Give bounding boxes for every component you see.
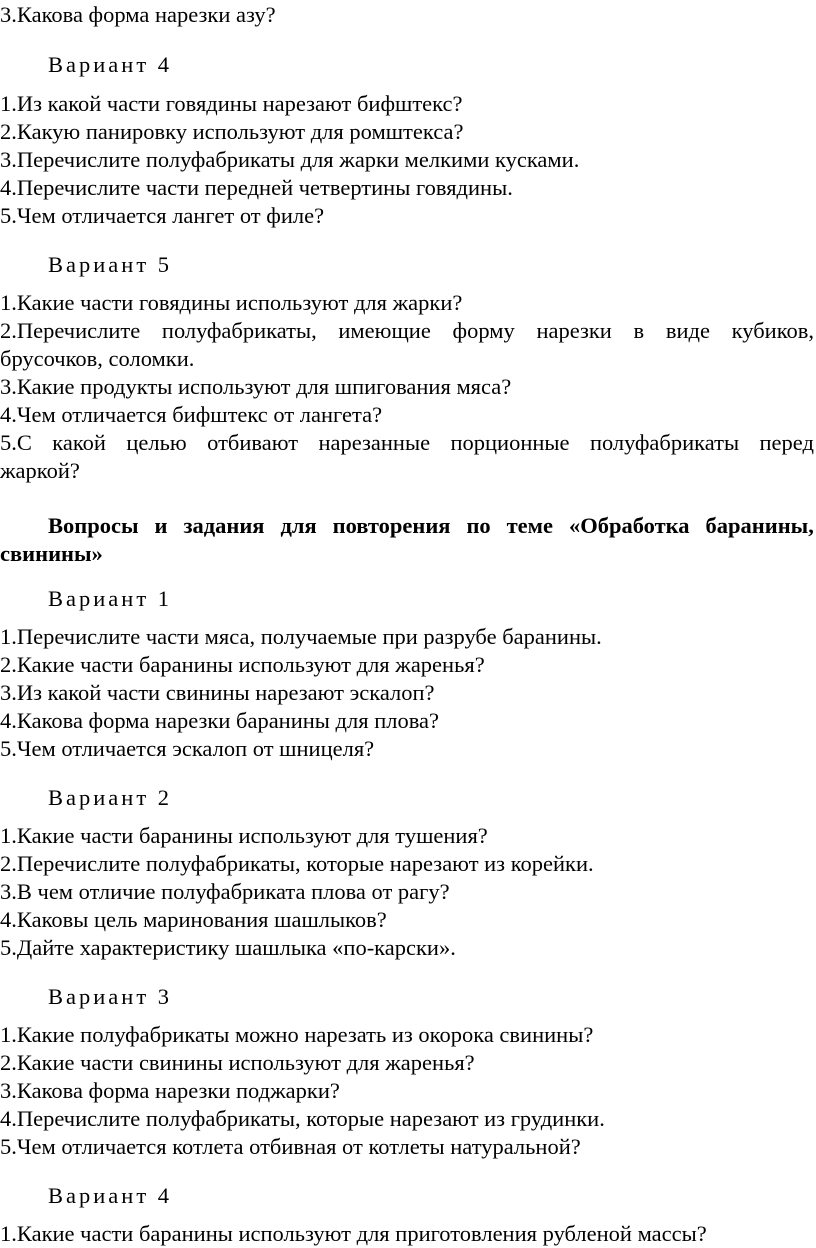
question-line: 4.Перечислите полуфабрикаты, которые нарезают из грудинки. xyxy=(0,1106,605,1131)
question-line: 5.Чем отличается эскалоп от шницеля? xyxy=(0,736,375,761)
question-line: 3.Из какой части свинины нарезают эскалоп? xyxy=(0,680,435,705)
word: перед xyxy=(759,430,814,455)
question-line: 1.Какие части баранины используют для тушения? xyxy=(0,823,488,848)
word: в xyxy=(633,318,645,343)
section-heading xyxy=(48,511,814,540)
word: кубиков, xyxy=(731,318,814,343)
variant-heading: Вариант 4 xyxy=(48,52,173,77)
word: нарезки xyxy=(536,318,612,343)
variant-heading: Вариант 3 xyxy=(48,984,173,1009)
word: задания xyxy=(183,513,265,538)
word: теме xyxy=(506,513,553,538)
variant-heading: Вариант 4 xyxy=(48,1183,173,1208)
variant-heading: Вариант 2 xyxy=(48,785,173,810)
word: виде xyxy=(665,318,710,343)
question-line-continuation: брусочков, соломки. xyxy=(0,346,195,371)
question-line: 4.Чем отличается бифштекс от лангета? xyxy=(0,402,383,427)
question-line: 3.Какова форма нарезки азу? xyxy=(0,2,276,27)
word: по xyxy=(466,513,491,538)
section-heading-continuation: свинины» xyxy=(0,541,103,566)
question-line: 3.Какие продукты используют для шпигования мяса? xyxy=(0,374,512,399)
question-line: 5.Дайте характеристику шашлыка «по-карски». xyxy=(0,935,456,960)
question-line: 1.Из какой части говядины нарезают бифштекс? xyxy=(0,91,463,116)
question-line-continuation: жаркой? xyxy=(0,458,80,483)
question-line: 3.В чем отличие полуфабриката плова от рагу? xyxy=(0,879,450,904)
question-line: 4.Какова форма нарезки баранины для плова? xyxy=(0,708,440,733)
question-line: 2.Какие части свинины используют для жаренья? xyxy=(0,1050,475,1075)
word: повторения xyxy=(332,513,451,538)
question-line: 3.Какова форма нарезки поджарки? xyxy=(0,1078,340,1103)
question-line: 1.Какие части говядины используют для жарки? xyxy=(0,290,463,315)
word: порционные xyxy=(450,430,570,455)
question-line: 2.Какую панировку используют для ромштекса? xyxy=(0,119,464,144)
question-line: 1.Перечислите части мяса, получаемые при разрубе баранины. xyxy=(0,624,602,649)
variant-heading: Вариант 1 xyxy=(48,586,173,611)
word: «Обработка xyxy=(568,513,690,538)
word: 2.Перечислите xyxy=(0,318,141,343)
word: имеющие xyxy=(338,318,431,343)
word: 5.С xyxy=(0,430,32,455)
question-line-justified xyxy=(0,428,814,457)
question-line: 4.Перечислите части передней четвертины говядины. xyxy=(0,175,513,200)
question-line-justified xyxy=(0,316,814,345)
question-line: 1.Какие части баранины используют для приготовления рубленой массы? xyxy=(0,1221,707,1246)
question-line: 4.Каковы цель маринования шашлыков? xyxy=(0,907,387,932)
variant-heading: Вариант 5 xyxy=(48,252,173,277)
word: форму xyxy=(452,318,515,343)
question-line: 1.Какие полуфабрикаты можно нарезать из окорока свинины? xyxy=(0,1022,594,1047)
question-line: 3.Перечислите полуфабрикаты для жарки мелкими кусками. xyxy=(0,147,580,172)
question-line: 5.Чем отличается котлета отбивная от котлеты натуральной? xyxy=(0,1134,581,1159)
word: полуфабрикаты xyxy=(589,430,740,455)
word: полуфабрикаты, xyxy=(161,318,317,343)
word: Вопросы xyxy=(48,513,139,538)
word: отбивают xyxy=(207,430,299,455)
question-line: 5.Чем отличается лангет от филе? xyxy=(0,203,325,228)
word: и xyxy=(154,513,168,538)
word: баранины, xyxy=(705,513,814,538)
question-line: 2.Какие части баранины используют для жаренья? xyxy=(0,652,485,677)
word: целью xyxy=(126,430,187,455)
word: для xyxy=(280,513,317,538)
word: какой xyxy=(52,430,106,455)
word: нарезанные xyxy=(318,430,431,455)
question-line: 2.Перечислите полуфабрикаты, которые нарезают из корейки. xyxy=(0,851,594,876)
